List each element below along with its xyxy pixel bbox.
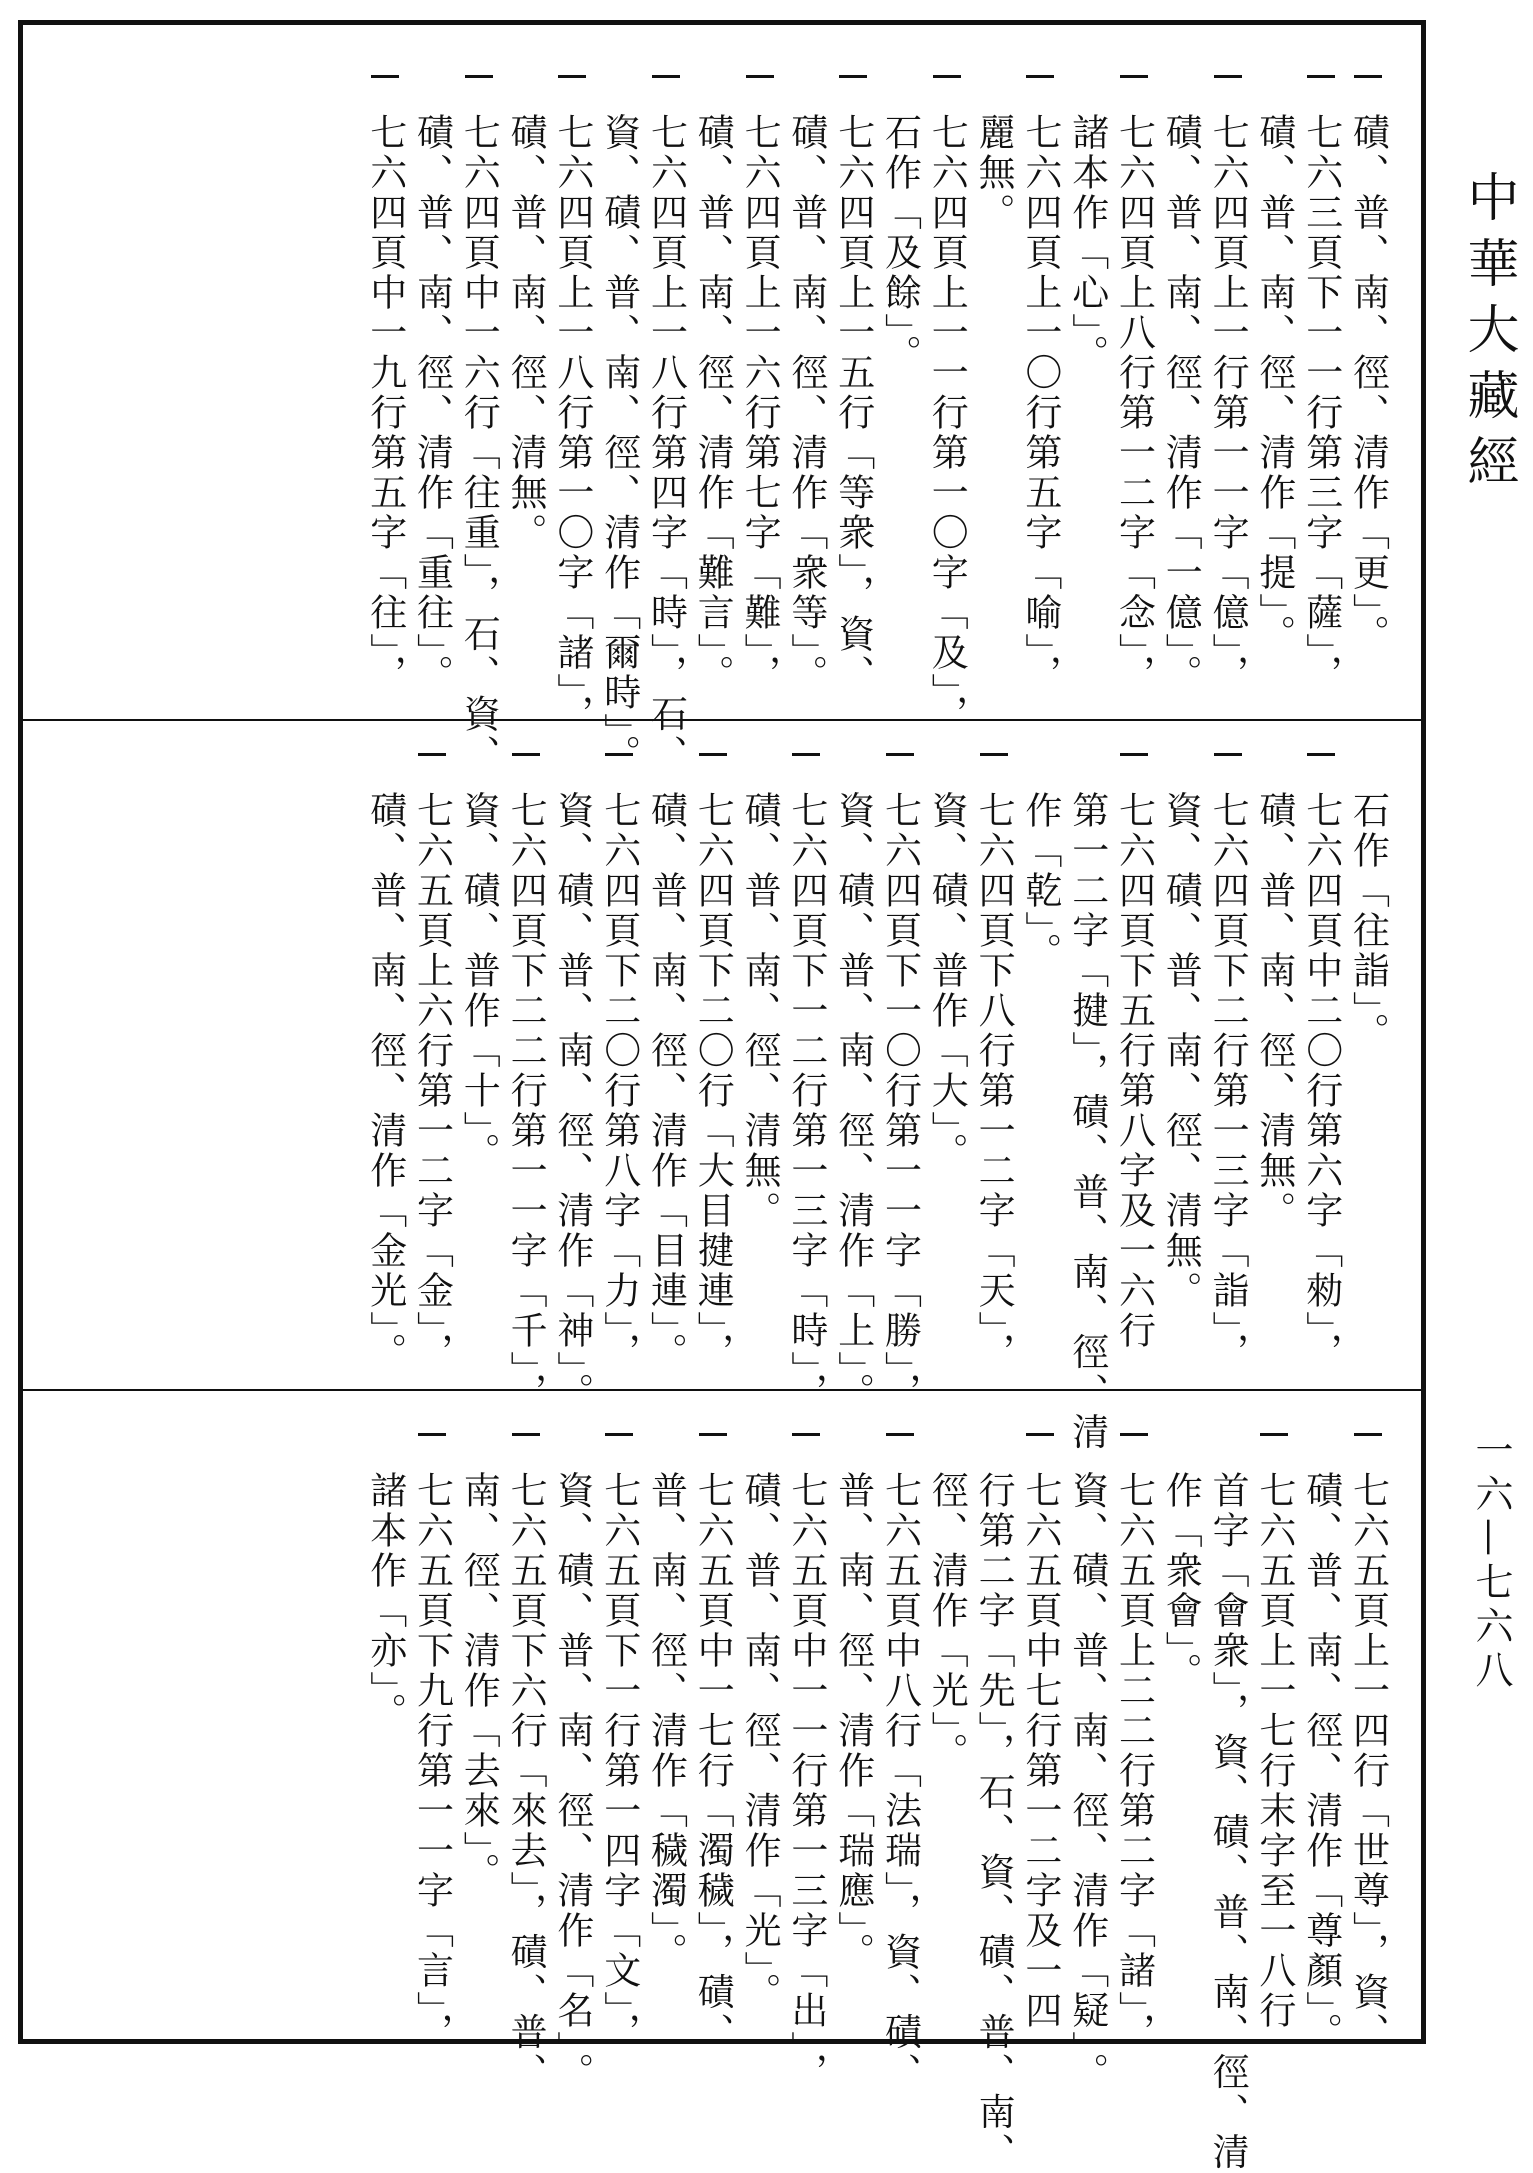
column-text: 七六五頁上一四行「世尊」，資、	[1346, 1471, 1390, 2053]
column-text: 七六五頁上二二行第二字「諸」，	[1112, 1471, 1156, 2053]
entry-dash-mark	[886, 1433, 914, 1436]
text-band-middle	[23, 753, 1421, 1453]
entry-dash-mark	[605, 1433, 633, 1436]
text-column	[355, 1433, 415, 2028]
column-text: 石作「往詣」。	[1346, 791, 1390, 1053]
column-text: 七六五頁中八行「法瑞」，資、磧、	[878, 1471, 922, 2093]
entry-dash-mark	[418, 753, 446, 756]
column-text: 磧、普、南、徑、清作「重往」。	[410, 113, 454, 695]
entry-dash-mark	[512, 1433, 540, 1436]
column-text: 磧、普、南、徑、清作「提」。	[1252, 113, 1296, 655]
column-text: 石作「及餘」。	[878, 113, 922, 375]
column-text: 七六四頁下二行第一三字「詣」，	[1206, 791, 1250, 1373]
entry-dash-mark	[699, 753, 727, 756]
column-text: 磧、普、南、徑、清作「更」。	[1346, 113, 1390, 655]
column-text: 七六五頁下六行「來去」，磧、普、	[504, 1471, 548, 2093]
column-text: 資、磧、普、南、徑、清作「爾時」。	[597, 113, 641, 775]
column-text: 七六四頁上一五行「等衆」，資、	[831, 113, 875, 695]
entry-dash-mark	[512, 753, 540, 756]
text-band-bottom	[23, 1433, 1421, 2173]
column-text: 七六四頁下二〇行「大目揵連」，	[691, 791, 735, 1373]
entry-dash-mark	[465, 75, 493, 78]
entry-dash-mark	[1214, 753, 1242, 756]
page-frame	[18, 20, 1426, 2173]
column-text: 首字「會衆」，資、磧、普、南、徑、清	[1206, 1471, 1250, 2173]
column-text: 七六四頁上一六行第七字「難」，	[738, 113, 782, 695]
column-text: 七六四頁上八行第一二字「念」，	[1112, 113, 1156, 695]
entry-dash-mark	[418, 1433, 446, 1436]
entry-dash-mark	[1120, 753, 1148, 756]
column-text: 諸本作「亦」。	[363, 1471, 407, 1733]
column-text: 七六五頁上六行第一二字「金」，	[410, 791, 454, 1373]
column-text: 七六五頁上一七行末字至一八行	[1252, 1471, 1296, 2031]
column-text: 七六三頁下一一行第三字「薩」，	[1299, 113, 1343, 695]
column-text: 資、磧、普作「十」。	[457, 791, 501, 1173]
column-text: 七六五頁下一行第一四字「文」，	[597, 1471, 641, 2053]
band-divider	[23, 1389, 1421, 1391]
entry-dash-mark	[792, 753, 820, 756]
entry-dash-mark	[699, 1433, 727, 1436]
text-band-top	[23, 75, 1421, 775]
scripture-title: 中華大藏經	[1458, 170, 1518, 500]
entry-dash-mark	[1214, 75, 1242, 78]
column-text: 磧、普、南、徑、清作「光」。	[738, 1471, 782, 2013]
column-text: 資、磧、普、南、徑、清作「名」。	[550, 1471, 594, 2093]
column-text: 七六五頁下九行第一一字「言」，	[410, 1471, 454, 2053]
page-number: 一六—七六八	[1469, 1430, 1513, 1694]
entry-dash-mark	[1307, 75, 1335, 78]
column-text: 七六四頁上一一行第一〇字「及」，	[925, 113, 969, 735]
column-text: 七六四頁上一八行第四字「時」，石、	[644, 113, 688, 775]
column-text: 磧、普、南、徑、清作「難言」。	[691, 113, 735, 695]
entry-dash-mark	[1354, 1433, 1382, 1436]
entry-dash-mark	[1026, 75, 1054, 78]
column-text: 行第二字「先」，石、資、磧、普、南、	[972, 1471, 1016, 2173]
column-text: 七六四頁下二〇行第八字「力」，	[597, 791, 641, 1373]
column-text: 南、徑、清作「去來」。	[457, 1471, 501, 1893]
column-text: 七六四頁上一〇行第五字「喻」，	[1018, 113, 1062, 695]
column-text: 七六四頁上一行第一一字「億」，	[1206, 113, 1250, 695]
entry-dash-mark	[933, 75, 961, 78]
column-text: 諸本作「心」。	[1065, 113, 1109, 375]
entry-dash-mark	[1260, 1433, 1288, 1436]
column-text: 資、磧、普、南、徑、清作「疑」。	[1065, 1471, 1109, 2093]
band-divider	[23, 719, 1421, 721]
column-text: 七六四頁上一八行第一〇字「諸」，	[550, 113, 594, 735]
column-text: 七六四頁下二二行第一一字「千」，	[504, 791, 548, 1413]
column-text: 作「乾」。	[1018, 791, 1062, 973]
column-text: 資、磧、普、南、徑、清作「神」。	[550, 791, 594, 1413]
entry-dash-mark	[980, 753, 1008, 756]
entry-dash-mark	[652, 75, 680, 78]
column-text: 資、磧、普、南、徑、清無。	[1159, 791, 1203, 1311]
column-text: 資、磧、普、南、徑、清作「上」。	[831, 791, 875, 1413]
column-text: 磧、普、南、徑、清無。	[738, 791, 782, 1231]
column-text: 普、南、徑、清作「瑞應」。	[831, 1471, 875, 1973]
entry-dash-mark	[558, 75, 586, 78]
entry-dash-mark	[1354, 75, 1382, 78]
column-text: 七六四頁中二〇行第六字「勑」，	[1299, 791, 1343, 1373]
entry-dash-mark	[1120, 1433, 1148, 1436]
column-text: 磧、普、南、徑、清無。	[504, 113, 548, 553]
column-text: 七六四頁中一六行「往重」，石、資、	[457, 113, 501, 775]
entry-dash-mark	[371, 75, 399, 78]
entry-dash-mark	[1307, 753, 1335, 756]
column-text: 七六四頁下一〇行第一一字「勝」，	[878, 791, 922, 1413]
entry-dash-mark	[1026, 1433, 1054, 1436]
entry-dash-mark	[1120, 75, 1148, 78]
column-text: 七六四頁下八行第一二字「天」，	[972, 791, 1016, 1373]
column-text: 磧、普、南、徑、清作「一億」。	[1159, 113, 1203, 695]
entry-dash-mark	[886, 753, 914, 756]
text-column	[355, 753, 415, 1373]
column-text: 七六五頁中七行第一二字及一四	[1018, 1471, 1062, 2031]
column-text: 七六四頁中一九行第五字「往」，	[363, 113, 407, 695]
entry-dash-mark	[605, 753, 633, 756]
column-text: 磧、普、南、徑、清無。	[1252, 791, 1296, 1231]
column-text: 作「衆會」。	[1159, 1471, 1203, 1693]
column-text: 七六四頁下五行第八字及一六行	[1112, 791, 1156, 1351]
column-text: 麗無。	[972, 113, 1016, 233]
column-text: 七六五頁中一一行第一三字「出」，	[784, 1471, 828, 2093]
column-text: 磧、普、南、徑、清作「目連」。	[644, 791, 688, 1373]
entry-dash-mark	[746, 75, 774, 78]
column-text: 普、南、徑、清作「穢濁」。	[644, 1471, 688, 1973]
entry-dash-mark	[792, 1433, 820, 1436]
column-text: 資、磧、普作「大」。	[925, 791, 969, 1173]
column-text: 第一二字「揵」，磧、普、南、徑、清	[1065, 791, 1109, 1453]
column-text: 七六五頁中一七行「濁穢」，磧、	[691, 1471, 735, 2053]
column-text: 磧、普、南、徑、清作「尊顏」。	[1299, 1471, 1343, 2053]
entry-dash-mark	[839, 75, 867, 78]
column-text: 徑、清作「光」。	[925, 1471, 969, 1773]
column-text: 磧、普、南、徑、清作「金光」。	[363, 791, 407, 1373]
column-text: 磧、普、南、徑、清作「衆等」。	[784, 113, 828, 695]
text-column	[355, 75, 415, 695]
column-text: 七六四頁下一二行第一三字「時」，	[784, 791, 828, 1413]
